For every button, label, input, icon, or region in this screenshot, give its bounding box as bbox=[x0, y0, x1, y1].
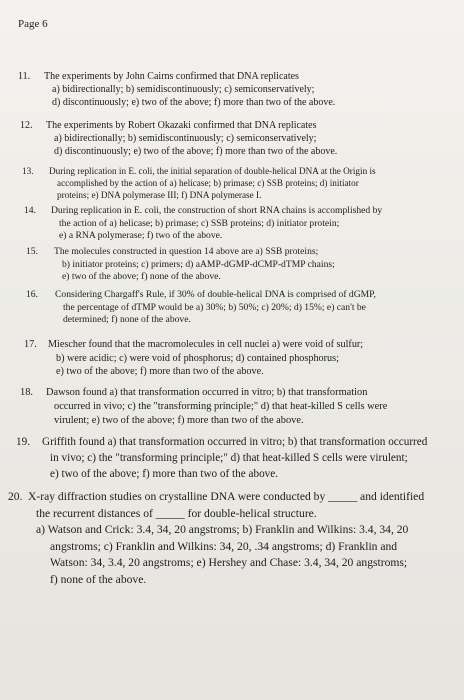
question-number: 12. bbox=[20, 120, 33, 131]
question-number: 11. bbox=[18, 71, 31, 82]
question-number: 14. bbox=[24, 205, 36, 216]
answer-choices: determined; f) none of the above. bbox=[63, 314, 191, 325]
answer-choices: e) two of the above; f) more than two of the above. bbox=[56, 366, 264, 377]
question-text: Dawson found a) that transformation occurred in vitro; b) that transformation bbox=[46, 387, 368, 398]
question-text: accomplished by the action of a) helicase; b) primase; c) SSB proteins; d) initiator bbox=[57, 178, 359, 188]
answer-choices: a) Watson and Crick: 3.4, 34, 20 angstroms; b) Franklin and Wilkins: 3.4, 34, 20 bbox=[36, 523, 409, 537]
answer-choices: in vivo; c) the "transforming principle;" d) that heat-killed S cells were virulent; bbox=[50, 452, 408, 464]
question-text: The experiments by John Cairns confirmed that DNA replicates bbox=[44, 71, 299, 82]
answer-choices: b) were acidic; c) were void of phosphorus; d) contained phosphorus; bbox=[56, 352, 339, 364]
answer-choices: Watson: 34, 3.4, 20 angstroms; e) Hershey and Chase: 3.4, 34, 20 angstroms; bbox=[50, 556, 408, 570]
question-number: 18. bbox=[20, 387, 33, 398]
question-text: the action of a) helicase; b) primase; c) SSB proteins; d) initiator protein; bbox=[59, 217, 340, 229]
answer-choices: d) discontinuously; e) two of the above; f) more than two of the above. bbox=[54, 146, 338, 157]
question-text: During replication in E. coli, the construction of short RNA chains is accomplished by bbox=[51, 205, 383, 216]
question-text: Miescher found that the macromolecules in cell nuclei a) were void of sulfur; bbox=[48, 339, 364, 350]
answer-choices: e) two of the above; f) none of the above. bbox=[62, 271, 221, 282]
question-number: 20. bbox=[8, 490, 23, 503]
answer-choices: the percentage of dTMP would be a) 30%; b) 50%; c) 20%; d) 15%; e) can't be bbox=[63, 301, 366, 313]
question-number: 16. bbox=[26, 289, 38, 300]
question-text: Griffith found a) that transformation occurred in vitro; b) that transformation occurred bbox=[42, 436, 428, 448]
question-text: Considering Chargaff's Rule, if 30% of double-helical DNA is comprised of dGMP, bbox=[55, 289, 376, 300]
answer-choices: a) bidirectionally; b) semidiscontinuously; c) semiconservatively; bbox=[52, 84, 315, 95]
question-text: The molecules constructed in question 14 above are a) SSB proteins; bbox=[54, 246, 319, 257]
question-text: During replication in E. coli, the initial separation of double-helical DNA at the Origin is bbox=[49, 166, 376, 176]
answer-choices: e) two of the above; f) more than two of the above. bbox=[50, 468, 279, 480]
question-text: X-ray diffraction studies on crystalline DNA were conducted by _____ and identified bbox=[28, 490, 425, 503]
answer-choices: virulent; e) two of the above; f) more than two of the above. bbox=[54, 415, 304, 426]
question-number: 13. bbox=[22, 166, 34, 176]
answer-choices: occurred in vivo; c) the "transforming principle;" d) that heat-killed S cells were bbox=[54, 401, 388, 412]
answer-choices: f) none of the above. bbox=[50, 572, 147, 586]
question-text: the recurrent distances of _____ for double-helical structure. bbox=[36, 506, 317, 520]
answer-choices: b) initiator proteins; c) primers; d) aAMP-dGMP-dCMP-dTMP chains; bbox=[62, 258, 335, 270]
question-text: The experiments by Robert Okazaki confirmed that DNA replicates bbox=[46, 120, 317, 131]
answer-choices: proteins; e) DNA polymerase III; f) DNA polymerase I. bbox=[57, 190, 262, 200]
question-number: 15. bbox=[26, 246, 38, 257]
question-number: 17. bbox=[24, 339, 37, 350]
question-number: 19. bbox=[16, 436, 30, 448]
answer-choices: a) bidirectionally; b) semidiscontinuously; c) semiconservatively; bbox=[54, 133, 317, 144]
page-number: Page 6 bbox=[18, 18, 48, 30]
answer-choices: angstroms; c) Franklin and Wilkins: 34, 20, .34 angstroms; d) Franklin and bbox=[50, 539, 398, 553]
answer-choices: e) a RNA polymerase; f) two of the above. bbox=[59, 230, 223, 241]
answer-choices: d) discontinuously; e) two of the above; f) more than two of the above. bbox=[52, 97, 336, 108]
